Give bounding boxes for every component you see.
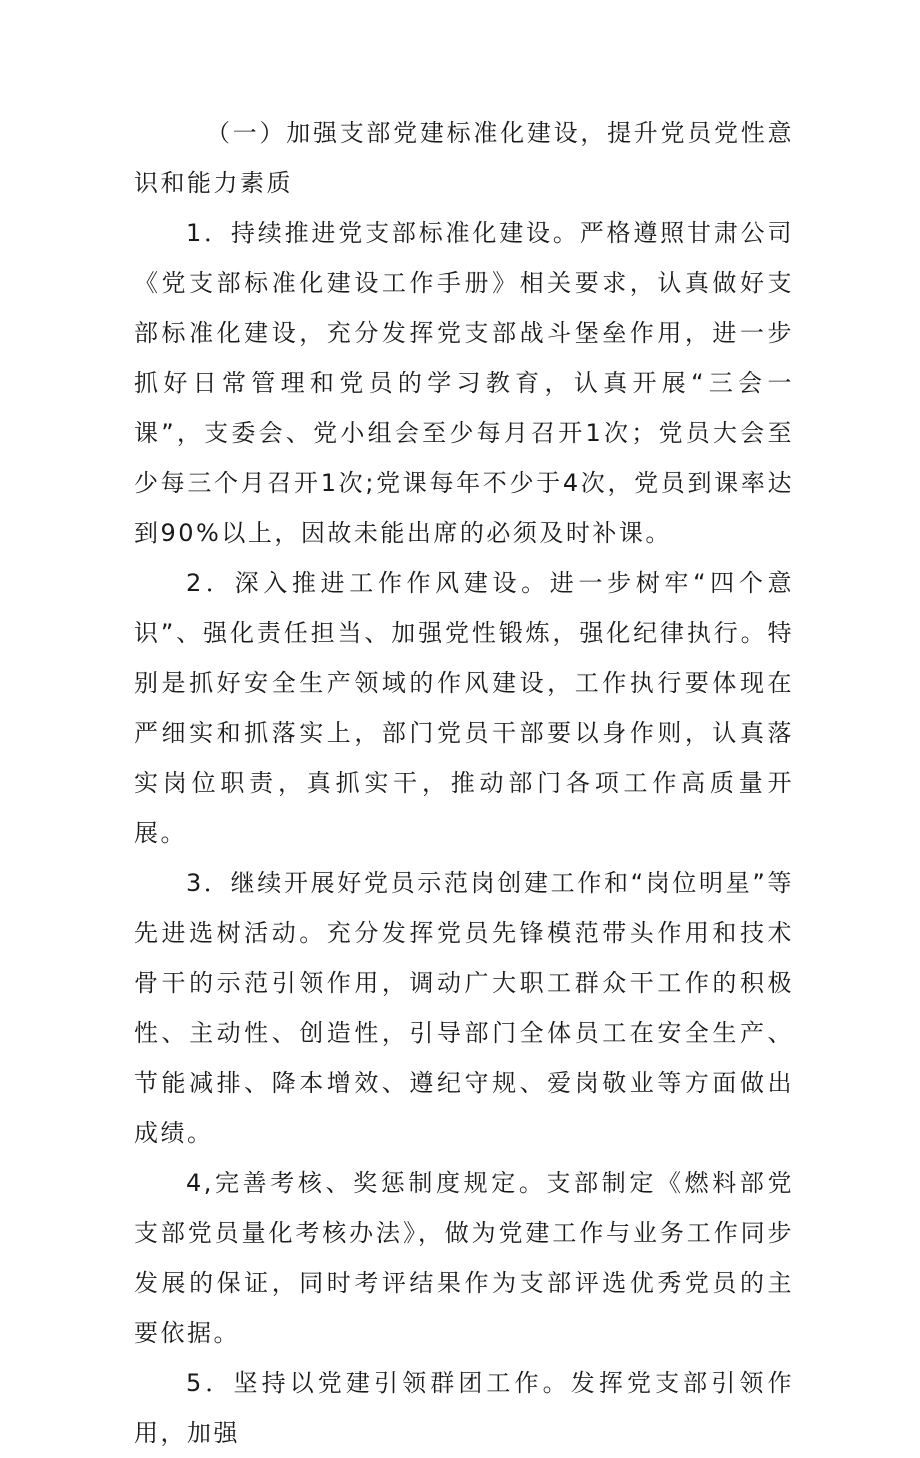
paragraph-2: 2．深入推进工作作风建设。进一步树牢“四个意识”、强化责任担当、加强党性锻炼，强化纪律执行。特别是抓好安全生产领域的作风建设，工作执行要体现在严细实和抓落实上，部门党员干部要以身作则，认真落实岗位职责，真抓实干，推动部门各项工作高质量开展。 bbox=[134, 569, 794, 847]
section-heading: （一）加强支部党建标准化建设，提升党员党性意识和能力素质 bbox=[134, 119, 794, 197]
paragraph-1: 1．持续推进党支部标准化建设。严格遵照甘肃公司《党支部标准化建设工作手册》相关要求，认真做好支部标准化建设，充分发挥党支部战斗堡垒作用，进一步抓好日常管理和党员的学习教育，认真开展“三会一课”，支委会、党小组会至少每月召开1次；党员大会至少每三个月召开1次;党课每年不少于4次，党员到课率达到90%以上，因故未能出席的必须及时补课。 bbox=[134, 219, 794, 547]
paragraph-4: 4,完善考核、奖惩制度规定。支部制定《燃料部党支部党员量化考核办法》，做为党建工作与业务工作同步发展的保证，同时考评结果作为支部评选优秀党员的主要依据。 bbox=[134, 1169, 794, 1347]
paragraph-5: 5．坚持以党建引领群团工作。发挥党支部引领作用，加强 bbox=[134, 1369, 794, 1447]
paragraph-3: 3．继续开展好党员示范岗创建工作和“岗位明星”等先进选树活动。充分发挥党员先锋模范带头作用和技术骨干的示范引领作用，调动广大职工群众干工作的积极性、主动性、创造性，引导部门全体员工在安全生产、节能减排、降本增效、遵纪守规、爱岗敬业等方面做出成绩。 bbox=[134, 869, 794, 1147]
document-body bbox=[134, 108, 794, 1458]
